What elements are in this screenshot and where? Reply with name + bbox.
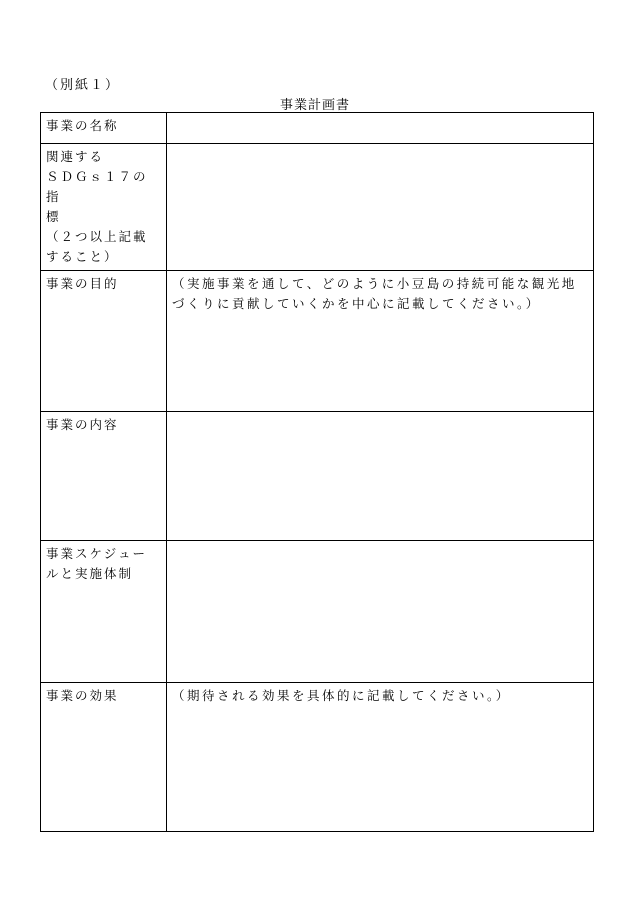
schedule-structure-field[interactable] — [167, 541, 594, 683]
project-purpose-field[interactable] — [167, 271, 594, 412]
row-label-line: ルと実施体制 — [46, 566, 134, 581]
effect-instruction-text: （期待される効果を具体的に記載してください。） — [172, 688, 511, 703]
row-label-cell — [41, 541, 167, 683]
row-label-line: 関連する — [46, 149, 105, 164]
row-label-line: （２つ以上記載 — [46, 229, 148, 244]
sdgs-indicators-field[interactable] — [167, 144, 594, 271]
table-row-content — [41, 412, 594, 541]
annex-label: （別紙１） — [45, 78, 121, 93]
row-label-line: すること） — [46, 249, 119, 264]
row-label-cell — [41, 412, 167, 541]
table-row-purpose — [41, 271, 594, 412]
table-row-effect — [41, 683, 594, 832]
row-label: 事業の目的 — [46, 276, 119, 291]
row-label-cell — [41, 113, 167, 144]
row-label-line: 標 — [46, 209, 61, 224]
row-label-cell — [41, 144, 167, 271]
row-label-cell — [41, 683, 167, 832]
row-label-line: ＳＤＧｓ１７の指 — [46, 169, 148, 204]
table-row-schedule — [41, 541, 594, 683]
row-label: 事業の内容 — [46, 417, 119, 432]
project-effect-field[interactable] — [167, 683, 594, 832]
project-content-field[interactable] — [167, 412, 594, 541]
row-label-cell — [41, 271, 167, 412]
project-name-field[interactable] — [167, 113, 594, 144]
table-row-name — [41, 113, 594, 144]
row-label-line: 事業スケジュー — [46, 546, 148, 561]
table-row-sdgs — [41, 144, 594, 271]
row-label: 事業の名称 — [46, 118, 119, 133]
row-label: 事業の効果 — [46, 688, 119, 703]
document-title: 事業計画書 — [279, 98, 350, 113]
purpose-instruction-text: （実施事業を通して、どのように小豆島の持続可能な観光地づくりに貢献していくかを中心に記載してください。） — [172, 276, 577, 311]
business-plan-table — [40, 112, 594, 832]
